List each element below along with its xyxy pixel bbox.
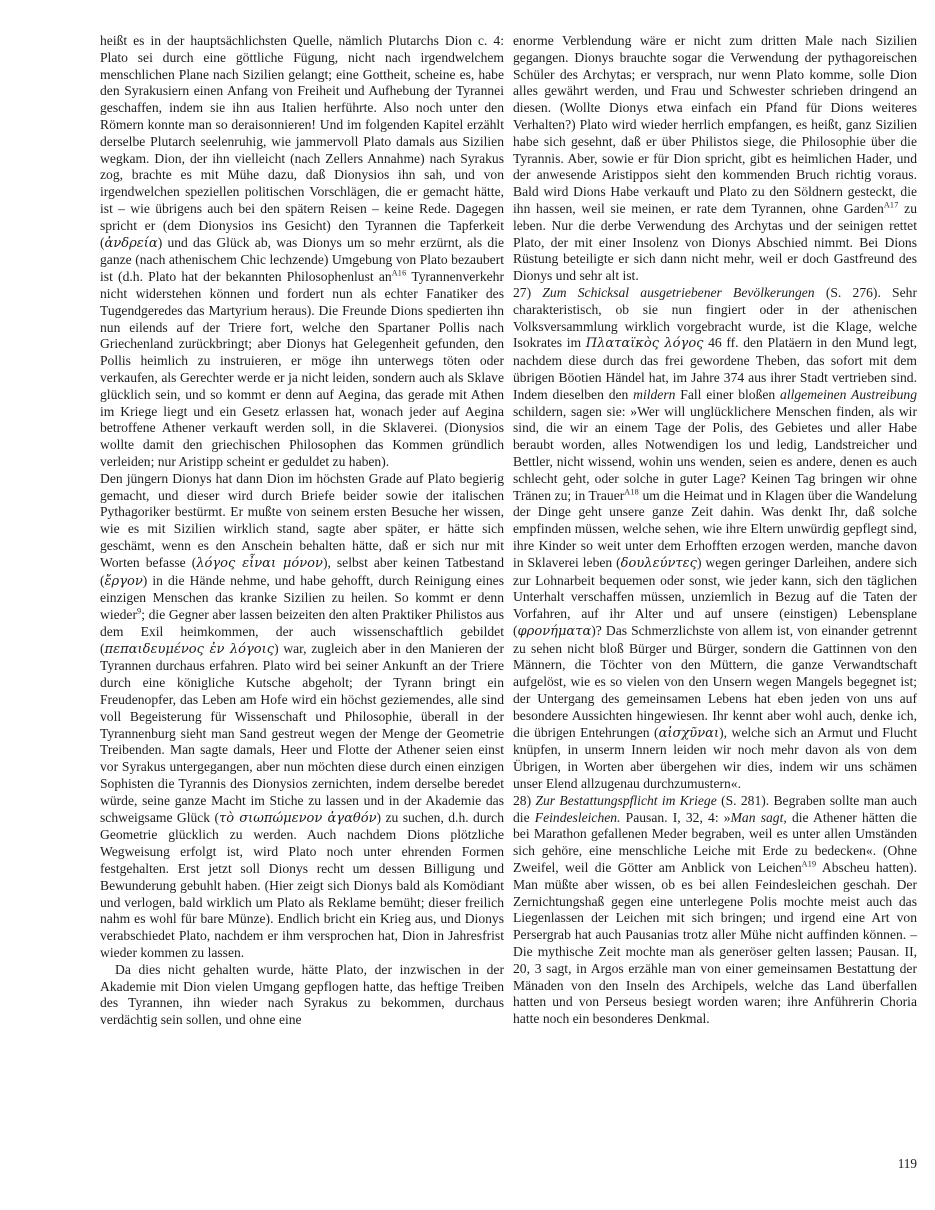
text-run: Fall einer bloßen: [675, 386, 781, 402]
text-run: um die Heimat und in Klagen über die Wandelung der Dinge geht unsere ganze Zeit dahin. Was denkt Ihr, daß solche empfinden müssen, welche sehen, wie ihre Eltern unwürdig gepflegt sind, ihre Kinder so weit unter dem Erhofften erzogen werden, manche davon in Sklaverei leben (: [513, 487, 917, 570]
italic-phrase: Feindesleichen.: [534, 809, 621, 825]
text-run: Den jüngern Dionys hat dann Dion im höchsten Grade auf Plato begierig gemacht, und dieser wird durch Briefe beider sowie der italischen Pythagoriker bestürmt. Er mußte von seinem ersten Besuche her wissen, wie es mit Sizilien wirklich stand, sagte aber später, er hätte sich geschämt, wenn es den Anschein behalten hätte, daß er sich nur mit Worten befasse (: [100, 470, 504, 570]
text-run: ), selbst aber keinen Tatbestand (: [100, 554, 504, 588]
paragraph: [100, 962, 504, 1029]
greek-phrase: τὸ σιωπώμενον ἀγαθόν: [219, 810, 377, 826]
text-run: 46 ff. den Platäern in den Mund legt, nachdem diese durch das frei gewordene Theben, das sofort mit dem übrigen Böotien Händel hat, im Jahre 374 aus ihrer Stadt vertrieben sind. Indem dieselben den: [513, 335, 917, 402]
text-run: ) wegen geringer Darleihen, andere sich zur Lohnarbeit bequemen oder sonst, wie jeder kann, sich den täglichen Unterhalt verschaffen müssen, unziemlich in Bezug auf die Taten der Vorfahren, auf ihr Alter und auf unsere (einstigen) Lebensplane (: [513, 554, 917, 638]
text-run: schildern, sagen sie: »Wer will unglücklichere Menschen finden, als wir sind, die wir an einem Tage der Polis, des Gebietes und aller Habe beraubt worden, alles Notwendigen los und ledig, Landstreicher und Bettler, nicht wissend, wohin uns wenden, seien es andere, denen es auch schlecht geht, oder solche in guter Lage? Keinen Tag bringen wir ohne Tränen zu; in Trauer: [513, 403, 917, 503]
paragraph: [513, 793, 917, 1028]
text-run: (S. 281). Begraben sollte man auch die: [513, 792, 917, 825]
paragraph: [513, 33, 917, 285]
greek-phrase: ἔργον: [104, 573, 143, 589]
italic-phrase: mildern: [633, 386, 676, 402]
italic-phrase: allgemeinen Austreibung: [780, 386, 917, 402]
text-run: ) zu suchen, d.h. durch Geometrie glücklich zu werden. Auch nachdem Dions plötzliche Wegweisung erfolgt ist, wird Plato noch unter ehrenden Formen festgehalten. Erst jetzt soll Dionys recht um dessen Billigung und Bewunderung gebuhlt haben. (Hier zeigt sich Dionys bald als Komödiant und verlogen, bald wirklich um Plato als Reklame bemüht; dieser freilich nahm es wohl für bare Münze). Endlich bricht ein Krieg aus, und Dionys verabschiedet Plato, nachdem er ihm versprochen hat, Dion in Jahresfrist wieder kommen zu lassen.: [100, 809, 504, 961]
italic-phrase: Zur Bestattungspflicht im Kriege: [535, 792, 717, 808]
text-run: Tyrannenverkehr nicht widerstehen können und fordert nun als echter Fanatiker des Tugendgeredes das Martyrium heraus). Die Freunde Dions spedierten ihn nun eilends auf der Triere fort, welche den Spartaner Pollis nach Griechenland zurückbringt; aber Dionys hat Gelegenheit gefunden, den Pollis heimlich zu instruieren, er möge ihn unterwegs töten oder verkaufen, als Gerechter werde er ja nicht leiden, sondern auch als Sklave glücklich sein, und so kommt er denn auf Aegina, das gerade mit Athen im Kriege liegt und ein Gesetz erlassen hat, wonach jeder auf Aegina betroffene Athener verkauft werden soll, in die Sklaverei. (Dionysios wollte damit den griechischen Philosophen das Kommen gründlich verleiden; nur Aristipp scheint er geduldet zu haben).: [100, 269, 504, 469]
footnote-reference: A16: [391, 268, 407, 278]
text-column-right: [513, 33, 917, 1028]
text-run: ; die Gegner aber lassen beizeiten den alten Praktiker Philistos aus dem Exil heimkommen, der auch wissenschaftlich gebildet (: [100, 607, 504, 656]
text-run: zu leben. Nur die derbe Verwendung des Archytas und der seinigen rettet Plato, der mit einer Insolenz von Dionys Abschied nimmt. Bei Dions Rüstung beteiligte er sich dann nicht mehr, weil er doch Gastfreund des Dionys und sehr alt ist.: [513, 200, 917, 284]
greek-phrase: Πλαταϊκὸς λόγος: [585, 336, 704, 352]
paragraph: [513, 285, 917, 793]
greek-phrase: ἀνδρεία: [104, 235, 158, 251]
text-run: ) war, zugleich aber in den Manieren der Tyrannen durchaus erfahren. Plato wird bei seiner Ankunft an der Triere durch eine königliche Kutsche abgeholt; der Tyrann bringt ein Freudenopfer, das Leben am Hofe wird ein höchst geziemendes, alle sind voll Begeisterung für Wissenschaft und Philosophie, überall in der Tyrannenburg sieht man Sand gestreut wegen der Menge der Geometrie Treibenden. Man sagte damals, Heer und Flotte der Athener seien einst vor Syrakus untergegangen, aber nun möchten diese durch einen einzigen Sophisten die Tyrannis des Dionysios zernichten, indem derselbe beredet würde, seine ganze Macht im Stiche zu lassen und in der Akademie das schweigsame Glück (: [100, 640, 504, 825]
text-run: 28): [513, 792, 536, 808]
paragraph: [100, 33, 504, 471]
text-column-left: [100, 33, 504, 1029]
footnote-reference: A18: [624, 486, 639, 496]
text-run: enorme Verblendung wäre er nicht zum dritten Male nach Sizilien gegangen. Dionys brauchte sogar die Verwendung der pythagoreischen Schüler des Archytas; er versprach, nur wenn Plato komme, solle Dion alles gewährt werden, und Frau und Schwester schrieben dringend an diesen. (Wollte Dionys etwa einfach ein Pfand für Dions weiteres Verhalten?) Plato wird wieder herrlich empfangen, es heißt, ganz Sizilien habe sich gesehnt, daß er über Philistos siege, die Philosophie über die Tyrannis. Aber, sowie er für Dion spricht, gibt es heimlichen Hader, und der anwesende Aristippos sieht den kommenden Bruch richtig voraus. Bald wird Dions Habe verkauft und Plato zu den Söldnern gesteckt, die ihn hassen, weil sie meinen, er rate dem Tyrannen, ohne Garden: [513, 33, 917, 216]
text-run: 27): [513, 284, 543, 300]
text-run: Da dies nicht gehalten wurde, hätte Plato, der inzwischen in der Akademie mit Dion vielen Umgang gepflogen hatte, das heftige Treiben des Tyrannen, ihn wieder nach Syrakus zu bekommen, durchaus verdächtig sein sollen, und ohne eine: [100, 961, 504, 1028]
text-run: heißt es in der hauptsächlichsten Quelle, nämlich Plutarchs Dion c. 4: Plato sei durch eine göttliche Fügung, nicht nach irgendwelchem menschlichen Plane nach Sizilien gelangt; eine Gottheit, scheine es, habe den Syrakusiern einen Anfang von Freiheit und Aufhebung der Tyrannei geschaffen, indem sie ihn aus Italien herführte. Also noch unter den Römern konnte man so deraisonnieren! Und im folgenden Kapitel erzählt derselbe Plutarch seelenruhig, wie jammervoll Plato damals aus Sizilien wegkam. Dion, der ihn vielleicht (nach Zellers Annahme) nach Syrakus zog, brachte es mit Mühe dazu, daß Dionysios ihn sah, und von irgendwelchen speziellen politischen Vorschlägen, die er gemacht hätte, ist – wie übrigens auch bei den spätern Reisen – keine Rede. Dagegen spricht er (dem Dionysios ins Gesicht) den Tyrannen die Tapferkeit (: [100, 33, 504, 250]
text-run: die Athener hätten die bei Marathon gefallenen Meder begraben, weil es unter allen Umständen sich gehöre, eine menschliche Leiche mit Erde zu bedecken«. (Ohne Zweifel, weil die Götter am Anblick von Leichen: [513, 809, 917, 876]
paragraph: [100, 471, 504, 962]
greek-phrase: φρονήματα: [517, 623, 592, 639]
text-run: Pausan. I, 32, 4: »: [620, 809, 731, 825]
italic-phrase: Zum Schicksal ausgetriebener Bevölkerungen: [542, 284, 815, 300]
footnote-reference: A17: [883, 200, 899, 210]
footnote-reference: 9: [137, 606, 142, 616]
text-run: ) und das Glück ab, was Dionys um so mehr erzürnt, als die ganze (nach athenischem Chic lechzende) Umgebung von Plato bezaubert ist (d.h. Plato hat der bekannten Philosophenlust an: [100, 234, 504, 285]
text-run: ), welche sich an Armut und Flucht knüpfen, in unserm Innern leiden wir noch mehr davon als von dem Übrigen, in Worten aber übergehen wir dies, indem wir uns schämen unser Elend allzugenau durchzumustern«.: [513, 724, 917, 792]
text-run: )? Das Schmerzlichste von allem ist, von einander getrennt zu sehen nicht bloß Bürger und Bürger, sondern die Gattinnen von den Männern, die Töchter von den Müttern, die ganze Verwandtschaft aufgelöst, wie es so vielen von den Unsern wegen Mangels begegnet ist; der Untergang des gemeinsamen Lebens hat eben jeden von uns auf besondere Aussichten hingewiesen. Ihr kennt aber wohl auch, denke ich, die übrigen Entehrungen (: [513, 622, 917, 740]
text-run: ) in die Hände nehme, und habe gehofft, durch Reinigung eines einzigen Menschen das kranke Sizilien zu heilen. So kommt er denn wieder: [100, 572, 504, 623]
greek-phrase: πεπαιδευμένος ἐν λόγοις: [104, 641, 275, 657]
italic-phrase: Man sagt,: [730, 809, 787, 825]
greek-phrase: λόγος εἶναι μόνον: [196, 555, 323, 571]
greek-phrase: δουλεύντες: [620, 555, 697, 571]
text-run: (S. 276). Sehr charakteristisch, ob sie nun fingiert oder in der athenischen Volksversammlung wirklich vorgebracht wurde, ist die Klage, welche Isokrates im: [513, 284, 917, 351]
footnote-reference: A19: [801, 859, 817, 869]
text-run: Abscheu hatten). Man müßte aber wissen, ob es bei allen Feindesleichen geschah. Der Zernichtungshaß gegen eine unterlegene Polis mochte meist auch das Liegenlassen der Leichen mit sich bringen; und irgend eine Art von Persergrab hat auch Pausanias trotz aller Mühe nicht auffinden können. – Die mythische Zeit mochte man als generöser gelten lassen; Pausan. II, 20, 3 sagt, in Argos erzähle man von einer gemeinsamen Bestattung der Mänaden von den Inseln des Archipels, welche das Land überfallen hatten und von Perseus besiegt worden waren; ihre Anführerin Choria hatte noch ein besonderes Denkmal.: [513, 860, 917, 1027]
page-number: 119: [897, 1156, 917, 1171]
greek-phrase: αἰσχῦναι: [658, 725, 720, 741]
